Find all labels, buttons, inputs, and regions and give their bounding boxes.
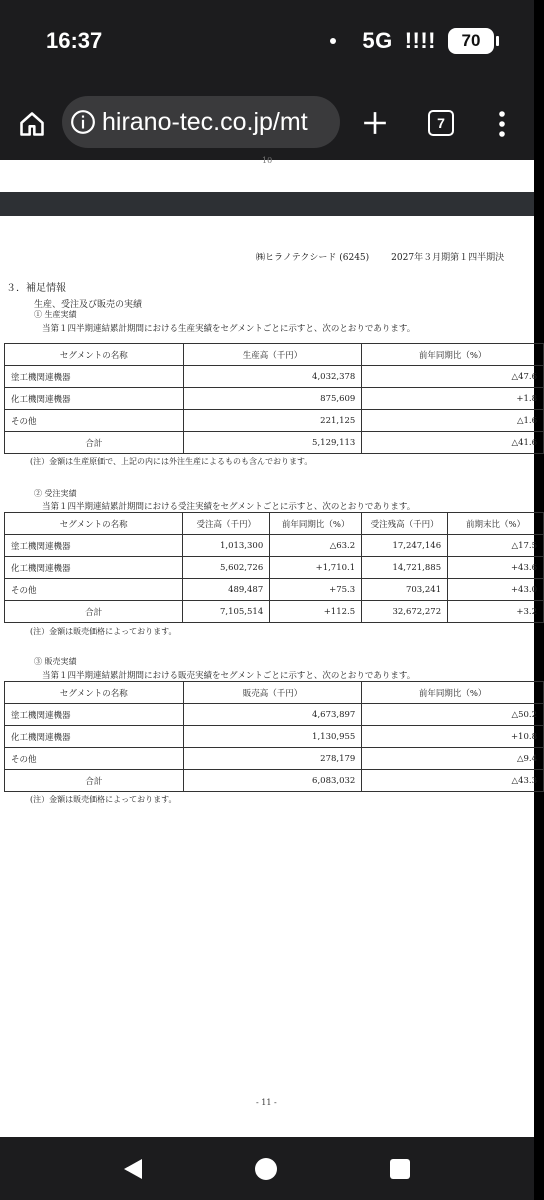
production-value: 221,125 <box>183 410 362 432</box>
home-button[interactable] <box>255 1158 277 1180</box>
yoy-change: △1.6 <box>362 410 544 432</box>
table-row <box>5 579 544 601</box>
home-icon[interactable] <box>18 110 46 138</box>
sales-value: 278,179 <box>183 748 362 770</box>
battery-level: 70 <box>461 31 481 50</box>
segment-name: 塗工機関連機器 <box>5 535 183 557</box>
status-indicators <box>330 28 494 54</box>
yoy-change: +75.3 <box>270 579 362 601</box>
battery-icon <box>448 28 494 54</box>
url-text[interactable]: hirano-tec.co.jp/mt <box>102 107 308 136</box>
column-header: セグメントの名称 <box>5 682 184 704</box>
orders-value: 489,487 <box>183 579 270 601</box>
orders-intro: 当第１四半期連結累計期間における受注実績をセグメントごとに示すと、次のとおりであります。 <box>42 502 416 512</box>
production-title: ① 生産実績 <box>34 310 77 319</box>
segment-name: 化工機関連機器 <box>5 726 184 748</box>
table-header-row <box>5 682 544 704</box>
backlog-value: 703,241 <box>362 579 448 601</box>
column-header: 前年同期比（%） <box>362 682 544 704</box>
tab-count: 7 <box>437 115 445 131</box>
production-intro: 当第１四半期連結累計期間における生産実績をセグメントごとに示すと、次のとおりであります。 <box>42 324 416 334</box>
production-value: 875,609 <box>183 388 362 410</box>
table-row <box>5 748 544 770</box>
recent-apps-button[interactable] <box>390 1159 410 1179</box>
column-header: 前年同期比（%） <box>270 513 362 535</box>
page-separator <box>0 192 534 216</box>
signal-strength-icon: !!!! <box>404 28 436 53</box>
table-total-row <box>5 770 544 792</box>
yoy-change: △47.6 <box>362 366 544 388</box>
column-header: セグメントの名称 <box>5 513 183 535</box>
segment-name: その他 <box>5 579 183 601</box>
table-row <box>5 726 544 748</box>
segment-name: 塗工機関連機器 <box>5 704 184 726</box>
column-header: 販売高（千円） <box>183 682 362 704</box>
yoy-change: △50.2 <box>362 704 544 726</box>
pdf-viewer[interactable] <box>0 156 537 1137</box>
tab-switcher-button[interactable] <box>428 110 454 136</box>
new-tab-icon[interactable] <box>362 110 388 136</box>
production-table <box>4 343 544 454</box>
yoy-change: +1,710.1 <box>270 557 362 579</box>
system-navigation-bar <box>0 1137 534 1200</box>
table-total-row <box>5 601 544 623</box>
column-header: 前期末比（%） <box>448 513 544 535</box>
segment-name: 化工機関連機器 <box>5 388 184 410</box>
segment-name: 化工機関連機器 <box>5 557 183 579</box>
table-total-row <box>5 432 544 454</box>
vs-prior-period-end: △17.5 <box>448 535 544 557</box>
orders-note: (注）金額は販売価格によっております。 <box>30 627 177 636</box>
sales-table <box>4 681 544 792</box>
column-header: セグメントの名称 <box>5 344 184 366</box>
total-backlog-value: 32,672,272 <box>362 601 448 623</box>
table-row <box>5 704 544 726</box>
orders-title: ② 受注実績 <box>34 489 77 498</box>
status-time: 16:37 <box>46 28 103 53</box>
total-vs-prior-period-end: +3.2 <box>448 601 544 623</box>
previous-page-number: 10 <box>262 156 273 165</box>
overflow-menu-icon[interactable] <box>494 110 510 138</box>
backlog-value: 14,721,885 <box>362 557 448 579</box>
network-type: 5G <box>362 28 393 53</box>
total-sales-value: 6,083,032 <box>183 770 362 792</box>
backlog-value: 17,247,146 <box>362 535 448 557</box>
yoy-change: +10.8 <box>362 726 544 748</box>
column-header: 受注高（千円） <box>183 513 270 535</box>
total-orders-value: 7,105,514 <box>183 601 270 623</box>
section-title: ３．補足情報 <box>6 283 66 294</box>
orders-table <box>4 512 544 623</box>
column-header: 前年同期比（%） <box>362 344 544 366</box>
production-value: 4,032,378 <box>183 366 362 388</box>
total-label: 合計 <box>5 601 183 623</box>
table-header-row <box>5 513 544 535</box>
info-icon[interactable] <box>70 109 96 135</box>
orders-value: 1,013,300 <box>183 535 270 557</box>
sales-value: 1,130,955 <box>183 726 362 748</box>
subsection-title: 生産、受注及び販売の実績 <box>34 300 143 310</box>
production-note: (注）金額は生産原価で、上記の内には外注生産によるものも含んでおります。 <box>30 457 313 466</box>
segment-name: その他 <box>5 748 184 770</box>
yoy-change: △9.4 <box>362 748 544 770</box>
table-row <box>5 557 544 579</box>
report-period: 2027年３月期第１四半期決 <box>391 253 505 263</box>
browser-toolbar <box>0 88 534 160</box>
total-value: 5,129,113 <box>183 432 362 454</box>
page-number: - 11 - <box>256 1098 277 1107</box>
total-label: 合計 <box>5 770 184 792</box>
column-header: 生産高（千円） <box>183 344 362 366</box>
sales-value: 4,673,897 <box>183 704 362 726</box>
sales-note: (注）金額は販売価格によっております。 <box>30 795 177 804</box>
sales-intro: 当第１四半期連結累計期間における販売実績をセグメントごとに示すと、次のとおりであります。 <box>42 671 416 681</box>
segment-name: 塗工機関連機器 <box>5 366 184 388</box>
segment-name: その他 <box>5 410 184 432</box>
address-bar[interactable] <box>62 96 340 148</box>
table-row <box>5 535 544 557</box>
total-yoy-change: +112.5 <box>270 601 362 623</box>
table-row <box>5 388 544 410</box>
vs-prior-period-end: +43.6 <box>448 557 544 579</box>
vs-prior-period-end: +43.0 <box>448 579 544 601</box>
orders-value: 5,602,726 <box>183 557 270 579</box>
total-label: 合計 <box>5 432 184 454</box>
total-yoy-change: △41.6 <box>362 432 544 454</box>
page-header <box>256 250 504 263</box>
table-row <box>5 366 544 388</box>
column-header: 受注残高（千円） <box>362 513 448 535</box>
status-bar <box>0 0 534 88</box>
back-icon[interactable] <box>122 1157 144 1181</box>
yoy-change: △63.2 <box>270 535 362 557</box>
table-row <box>5 410 544 432</box>
table-header-row <box>5 344 544 366</box>
notification-dot-icon <box>330 38 336 44</box>
sales-title: ③ 販売実績 <box>34 657 77 666</box>
company-name: ㈱ヒラノテクシード (6245) <box>256 253 370 263</box>
total-yoy-change: △43.3 <box>362 770 544 792</box>
yoy-change: +1.8 <box>362 388 544 410</box>
